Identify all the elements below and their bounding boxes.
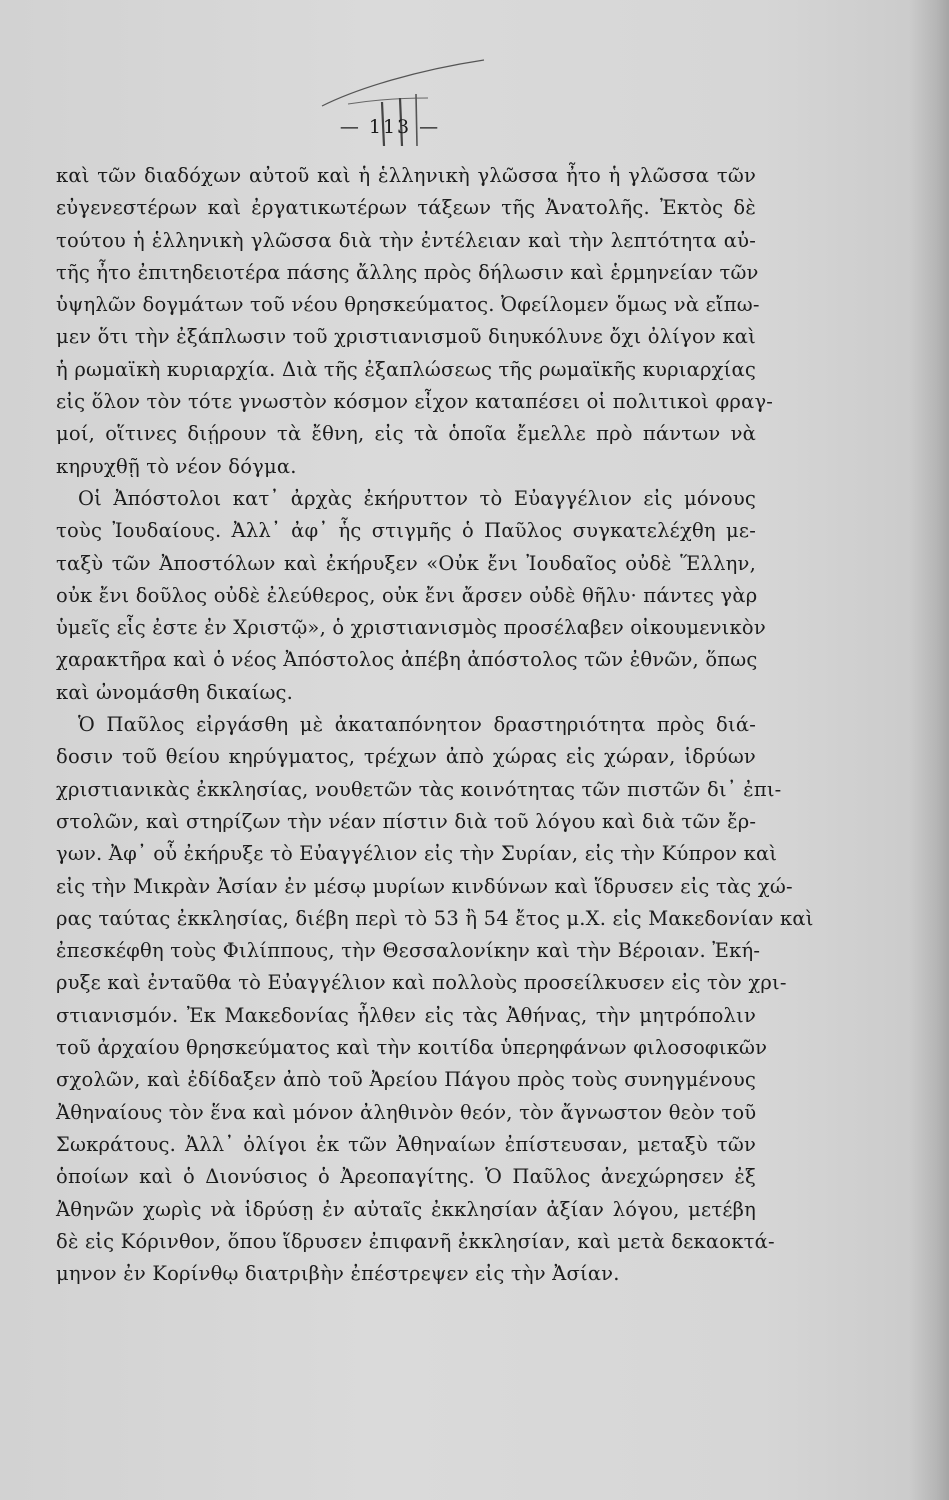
- text-line: εἰς ὅλον τὸν τότε γνωστὸν κόσμον εἶχον καταπέσει οἱ πολιτικοὶ φραγ-: [56, 390, 774, 414]
- text-line: γων. Ἀφ᾽ οὗ ἐκήρυξε τὸ Εὐαγγέλιον εἰς τὴν Συρίαν, εἰς τὴν Κύπρον καὶ: [56, 842, 778, 866]
- text-line: μοί, οἵτινες διῄρουν τὰ ἔθνη, εἰς τὰ ὁποῖα ἔμελλε πρὸ πάντων νὰ: [56, 422, 756, 446]
- text-line: ρυξε καὶ ἐνταῦθα τὸ Εὐαγγέλιον καὶ πολλοὺς προσείλκυσεν εἰς τὸν χρι-: [56, 971, 787, 995]
- paragraph: [56, 709, 814, 1290]
- text-line: ὑμεῖς εἷς ἐστε ἐν Χριστῷ», ὁ χριστιανισμὸς προσέλαβεν οἰκουμενικὸν: [56, 616, 766, 640]
- text-line: δὲ εἰς Κόρινθον, ὅπου ἵδρυσεν ἐπιφανῆ ἐκκλησίαν, καὶ μετὰ δεκαοκτά-: [56, 1229, 775, 1253]
- page-edge-shadow: [909, 0, 949, 1500]
- text-line: χριστιανικὰς ἐκκλησίας, νουθετῶν τὰς κοινότητας τῶν πιστῶν δι᾽ ἐπι-: [56, 777, 782, 801]
- text-line: καὶ τῶν διαδόχων αὐτοῦ καὶ ἡ ἑλληνικὴ γλῶσσα ἦτο ἡ γλῶσσα τῶν: [56, 164, 756, 187]
- text-line: τοὺς Ἰουδαίους. Ἀλλ᾽ ἀφ᾽ ἧς στιγμῆς ὁ Παῦλος συγκατελέχθη με-: [56, 519, 756, 543]
- text-line: εἰς τὴν Μικρὰν Ἀσίαν ἐν μέσῳ μυρίων κινδύνων καὶ ἵδρυσεν εἰς τὰς χώ-: [56, 874, 793, 898]
- text-line: ὁποίων καὶ ὁ Διονύσιος ὁ Ἀρεοπαγίτης. Ὁ Παῦλος ἀνεχώρησεν ἐξ: [56, 1165, 756, 1189]
- text-line: Οἱ Ἀπόστολοι κατ᾽ ἀρχὰς ἐκήρυττον τὸ Εὐαγγέλιον εἰς μόνους: [78, 486, 756, 510]
- text-line: κηρυχθῇ τὸ νέον δόγμα.: [56, 454, 297, 478]
- paragraph: [56, 160, 774, 483]
- text-line: τούτου ἡ ἑλληνικὴ γλῶσσα διὰ τὴν ἐντέλειαν καὶ τὴν λεπτότητα αὐ-: [56, 228, 756, 252]
- page-number: — 113 —: [339, 116, 441, 138]
- text-line: στιανισμόν. Ἐκ Μακεδονίας ἦλθεν εἰς τὰς Ἀθήνας, τὴν μητρόπολιν: [56, 1003, 756, 1027]
- text-line: Ὁ Παῦλος εἰργάσθη μὲ ἀκαταπόνητον δραστηριότητα πρὸς διά-: [78, 713, 756, 737]
- text-line: ρας ταύτας ἐκκλησίας, διέβη περὶ τὸ 53 ἢ 54 ἔτος μ.Χ. εἰς Μακεδονίαν καὶ: [56, 906, 814, 930]
- text-line: ἡ ρωμαϊκὴ κυριαρχία. Διὰ τῆς ἐξαπλώσεως τῆς ρωμαϊκῆς κυριαρχίας: [56, 357, 756, 381]
- text-line: Σωκράτους. Ἀλλ᾽ ὀλίγοι ἐκ τῶν Ἀθηναίων ἐπίστευσαν, μεταξὺ τῶν: [56, 1132, 756, 1156]
- text-line: δοσιν τοῦ θείου κηρύγματος, τρέχων ἀπὸ χώρας εἰς χώραν, ἱδρύων: [56, 745, 756, 769]
- text-line: στολῶν, καὶ στηρίζων τὴν νέαν πίστιν διὰ τοῦ λόγου καὶ διὰ τῶν ἔρ-: [56, 809, 757, 833]
- text-line: ὑψηλῶν δογμάτων τοῦ νέου θρησκεύματος. Ὀφείλομεν ὅμως νὰ εἴπω-: [56, 293, 760, 317]
- text-line: μεν ὅτι τὴν ἐξάπλωσιν τοῦ χριστιανισμοῦ διηυκόλυνε ὄχι ὀλίγον καὶ: [56, 325, 756, 349]
- text-line: ἐπεσκέφθη τοὺς Φιλίππους, τὴν Θεσσαλονίκην καὶ τὴν Βέροιαν. Ἐκή-: [56, 939, 761, 963]
- text-line: χαρακτῆρα καὶ ὁ νέος Ἀπόστολος ἀπέβη ἀπόστολος τῶν ἐθνῶν, ὅπως: [56, 648, 758, 672]
- text-line: Ἀθηνῶν χωρὶς νὰ ἱδρύσῃ ἐν αὐταῖς ἐκκλησίαν ἀξίαν λόγου, μετέβη: [56, 1197, 756, 1221]
- text-line: σχολῶν, καὶ ἐδίδαξεν ἀπὸ τοῦ Ἀρείου Πάγου πρὸς τοὺς συνηγμένους: [56, 1068, 756, 1092]
- body-text: [56, 160, 814, 1290]
- text-line: τοῦ ἀρχαίου θρησκεύματος καὶ τὴν κοιτίδα ὑπερηφάνων φιλοσοφικῶν: [56, 1036, 768, 1060]
- text-line: μηνον ἐν Κορίνθῳ διατριβὴν ἐπέστρεψεν εἰς τὴν Ἀσίαν.: [56, 1262, 620, 1286]
- text-line: ταξὺ τῶν Ἀποστόλων καὶ ἐκήρυξεν «Οὐκ ἔνι Ἰουδαῖος οὐδὲ Ἕλλην,: [56, 551, 756, 575]
- text-line: Ἀθηναίους τὸν ἕνα καὶ μόνον ἀληθινὸν θεόν, τὸν ἄγνωστον θεὸν τοῦ: [56, 1100, 757, 1124]
- text-line: οὐκ ἔνι δοῦλος οὐδὲ ἐλεύθερος, οὐκ ἔνι ἄρσεν οὐδὲ θῆλυ· πάντες γὰρ: [56, 583, 758, 607]
- paragraph: [56, 483, 766, 709]
- text-line: τῆς ἦτο ἐπιτηδειοτέρα πάσης ἄλλης πρὸς δήλωσιν καὶ ἑρμηνείαν τῶν: [56, 260, 759, 284]
- text-line: καὶ ὠνομάσθη δικαίως.: [56, 680, 294, 704]
- text-line: εὐγενεστέρων καὶ ἐργατικωτέρων τάξεων τῆς Ἀνατολῆς. Ἐκτὸς δὲ: [56, 196, 756, 220]
